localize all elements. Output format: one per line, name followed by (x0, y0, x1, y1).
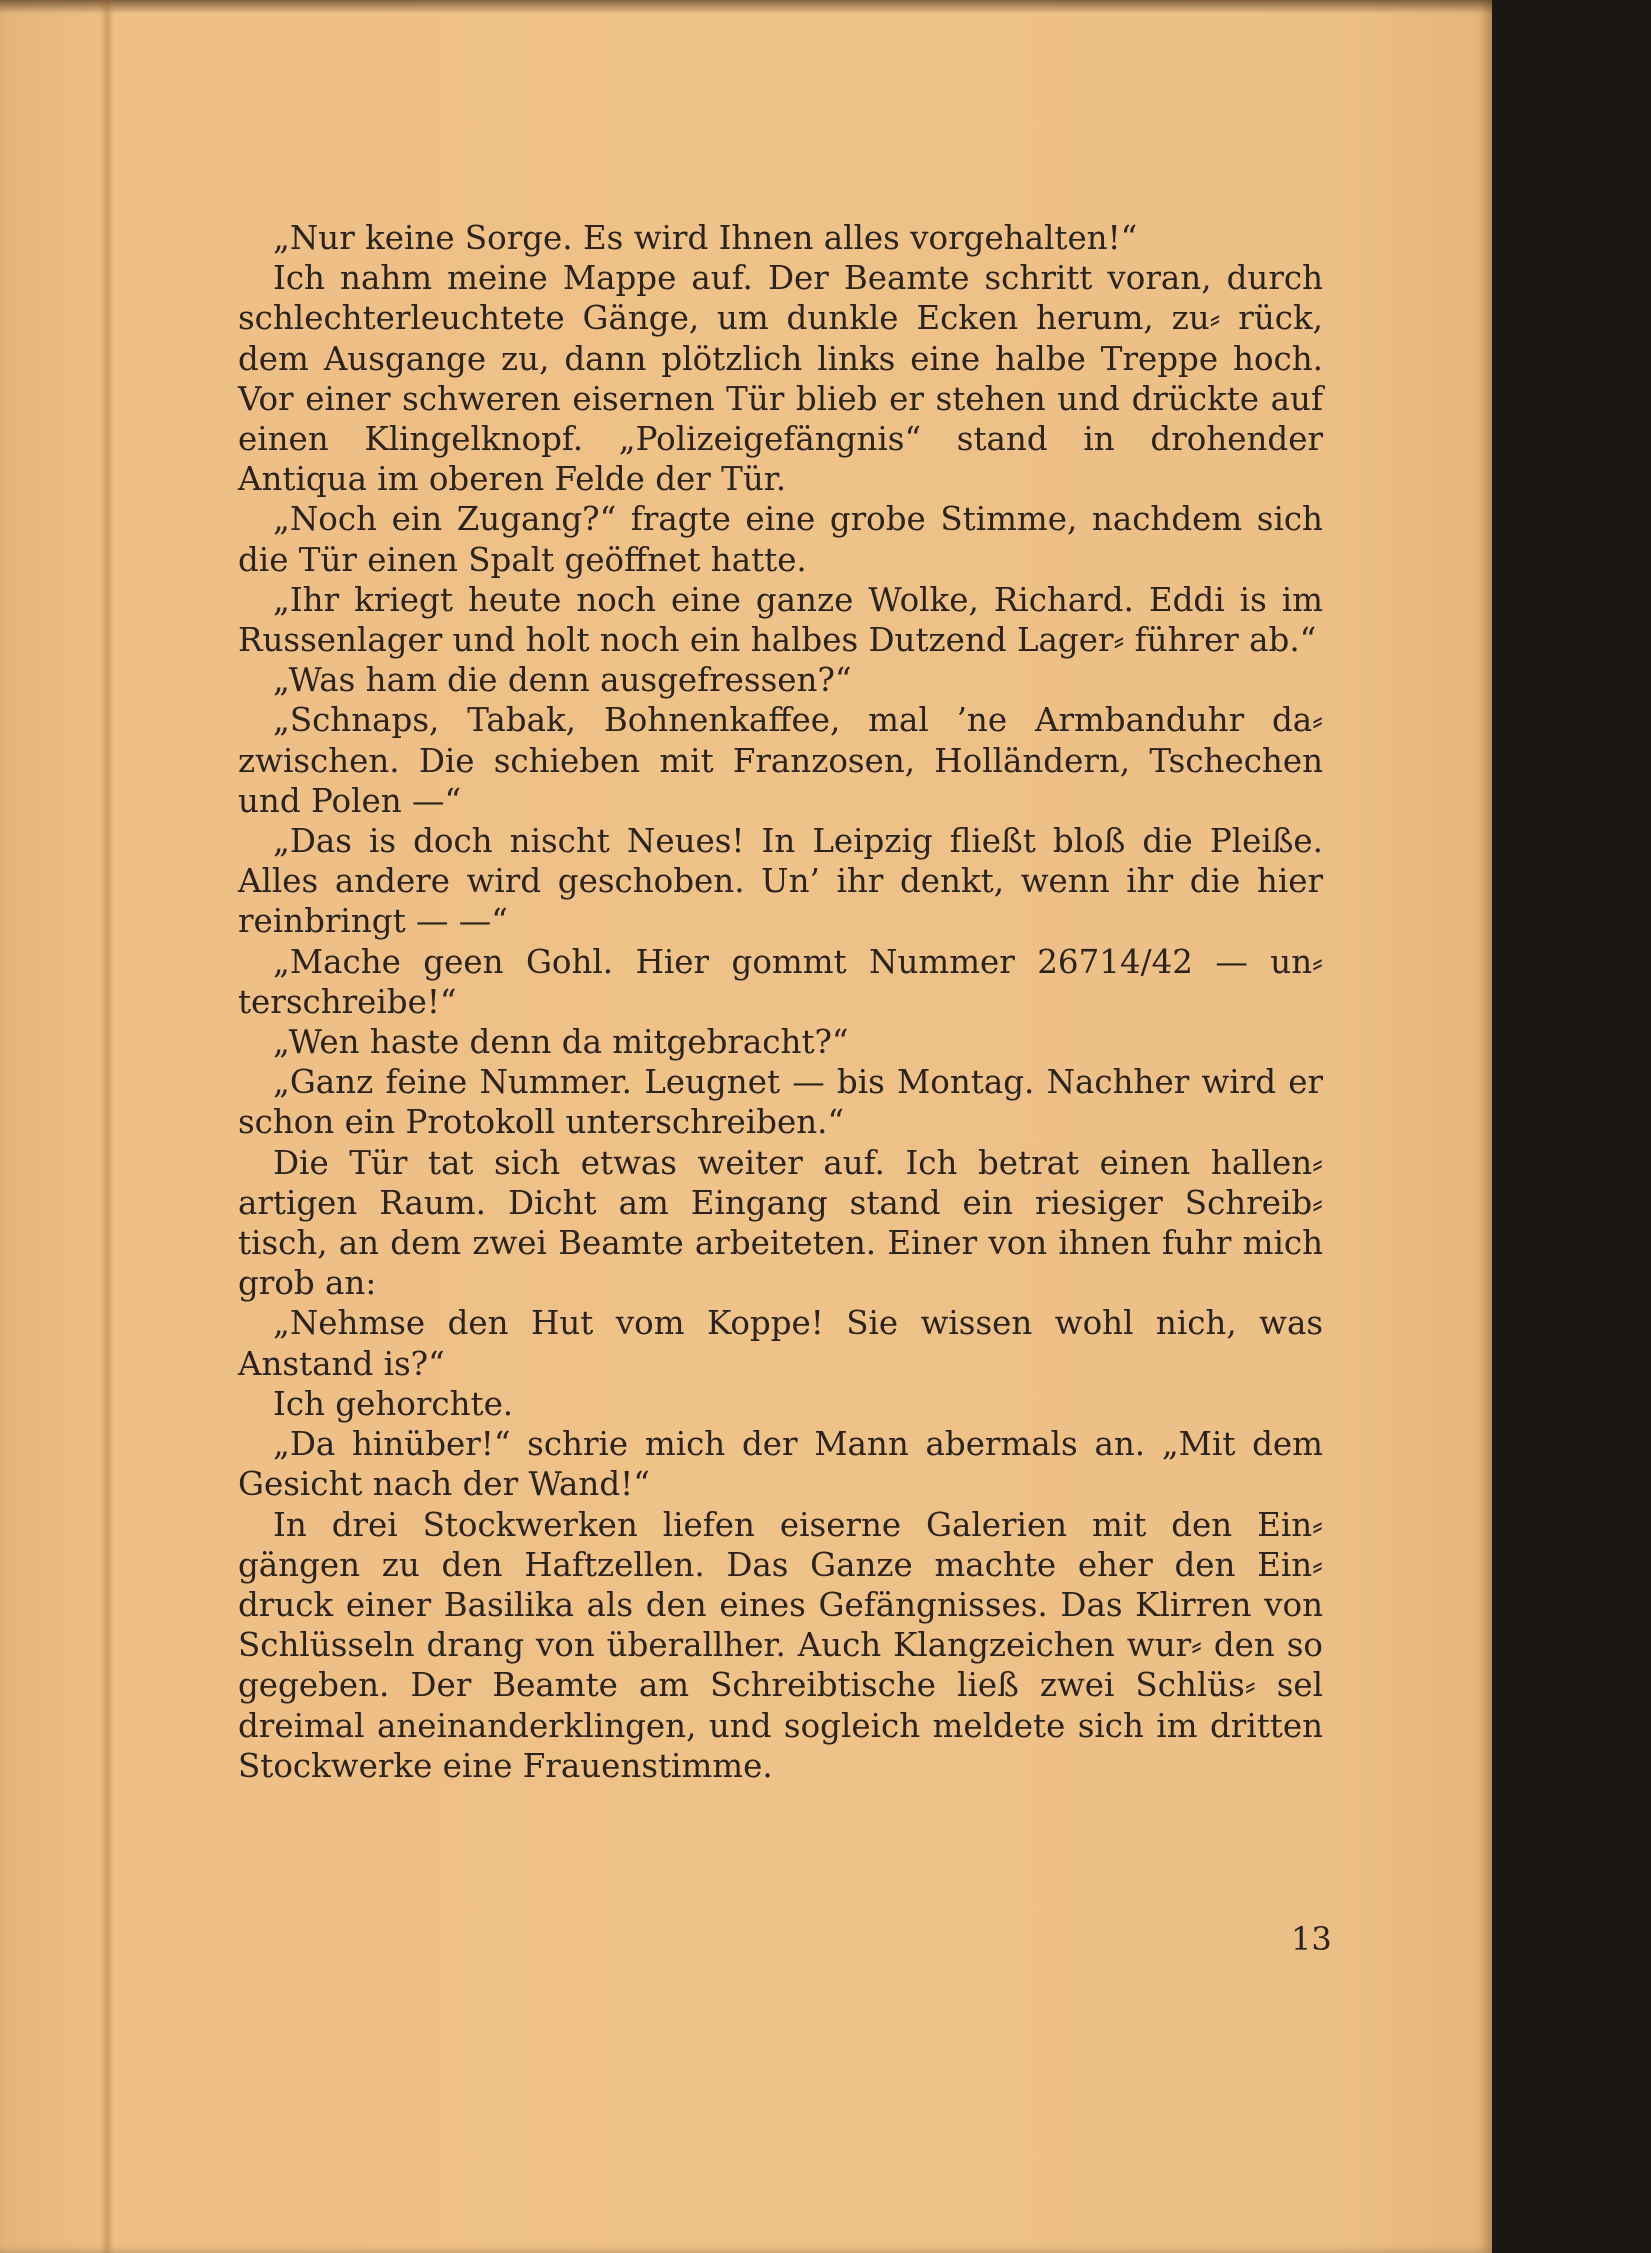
paragraph: Ich gehorchte. (273, 1384, 514, 1423)
paragraph: „Mache geen Gohl. Hier gommt Nummer 26714/42 — un⸗ terschreibe!“ (238, 942, 1323, 1021)
paragraph: In drei Stockwerken liefen eiserne Galerien mit den Ein⸗ gängen zu den Haftzellen. Das Ganze machte eher den Ein⸗ druck einer Basilika als den eines Gefängnisses. Das Klirren von Schlüsseln drang von überallher. Auch Klangzeichen wur⸗ den so gegeben. Der Beamte am Schreibtische ließ zwei Schlüs⸗ sel dreimal aneinanderklingen, und sogleich meldete sich im dritten Stockwerke eine Frauenstimme. (238, 1505, 1323, 1785)
page-number: 13 (1291, 1920, 1332, 1958)
paragraph: „Schnaps, Tabak, Bohnenkaffee, mal ’ne Armbanduhr da⸗ zwischen. Die schieben mit Franzosen, Holländern, Tschechen und Polen —“ (238, 701, 1323, 820)
paragraph: „Was ham die denn ausgefressen?“ (273, 661, 852, 700)
page-fold (100, 0, 114, 2253)
page-top-edge (0, 0, 1492, 14)
paragraph: „Noch ein Zugang?“ fragte eine grobe Stimme, nachdem sich die Tür einen Spalt geöffnet hatte. (238, 500, 1323, 579)
body-text (238, 218, 1323, 1786)
paragraph: „Nur keine Sorge. Es wird Ihnen alles vorgehalten!“ (273, 219, 1138, 257)
paragraph: Die Tür tat sich etwas weiter auf. Ich betrat einen hallen⸗ artigen Raum. Dicht am Eingang stand ein riesiger Schreib⸗ tisch, an dem zwei Beamte arbeiteten. Einer von ihnen fuhr mich grob an: (238, 1143, 1323, 1303)
paragraph: „Nehmse den Hut vom Koppe! Sie wissen wohl nich, was Anstand is?“ (238, 1304, 1323, 1383)
paragraph: „Wen haste denn da mitgebracht?“ (273, 1023, 849, 1062)
paragraph: „Ihr kriegt heute noch eine ganze Wolke, Richard. Eddi is im Russenlager und holt noch ein halbes Dutzend Lager⸗ führer ab.“ (238, 580, 1323, 660)
paragraph: „Da hinüber!“ schrie mich der Mann abermals an. „Mit dem Gesicht nach der Wand!“ (238, 1425, 1323, 1504)
paragraph: Ich nahm meine Mappe auf. Der Beamte schritt voran, durch schlechterleuchtete Gänge, um dunkle Ecken herum, zu⸗ rück, dem Ausgange zu, dann plötzlich links eine halbe Treppe hoch. Vor einer schweren eisernen Tür blieb er stehen und drückte auf einen Klingelknopf. „Polizeigefängnis“ stand in drohender Antiqua im oberen Felde der Tür. (238, 259, 1323, 499)
paragraph: „Ganz feine Nummer. Leugnet — bis Montag. Nachher wird er schon ein Protokoll unterschreiben.“ (238, 1063, 1323, 1142)
paragraph: „Das is doch nischt Neues! In Leipzig fließt bloß die Pleiße. Alles andere wird geschoben. Un’ ihr denkt, wenn ihr die hier reinbringt — —“ (238, 822, 1323, 941)
